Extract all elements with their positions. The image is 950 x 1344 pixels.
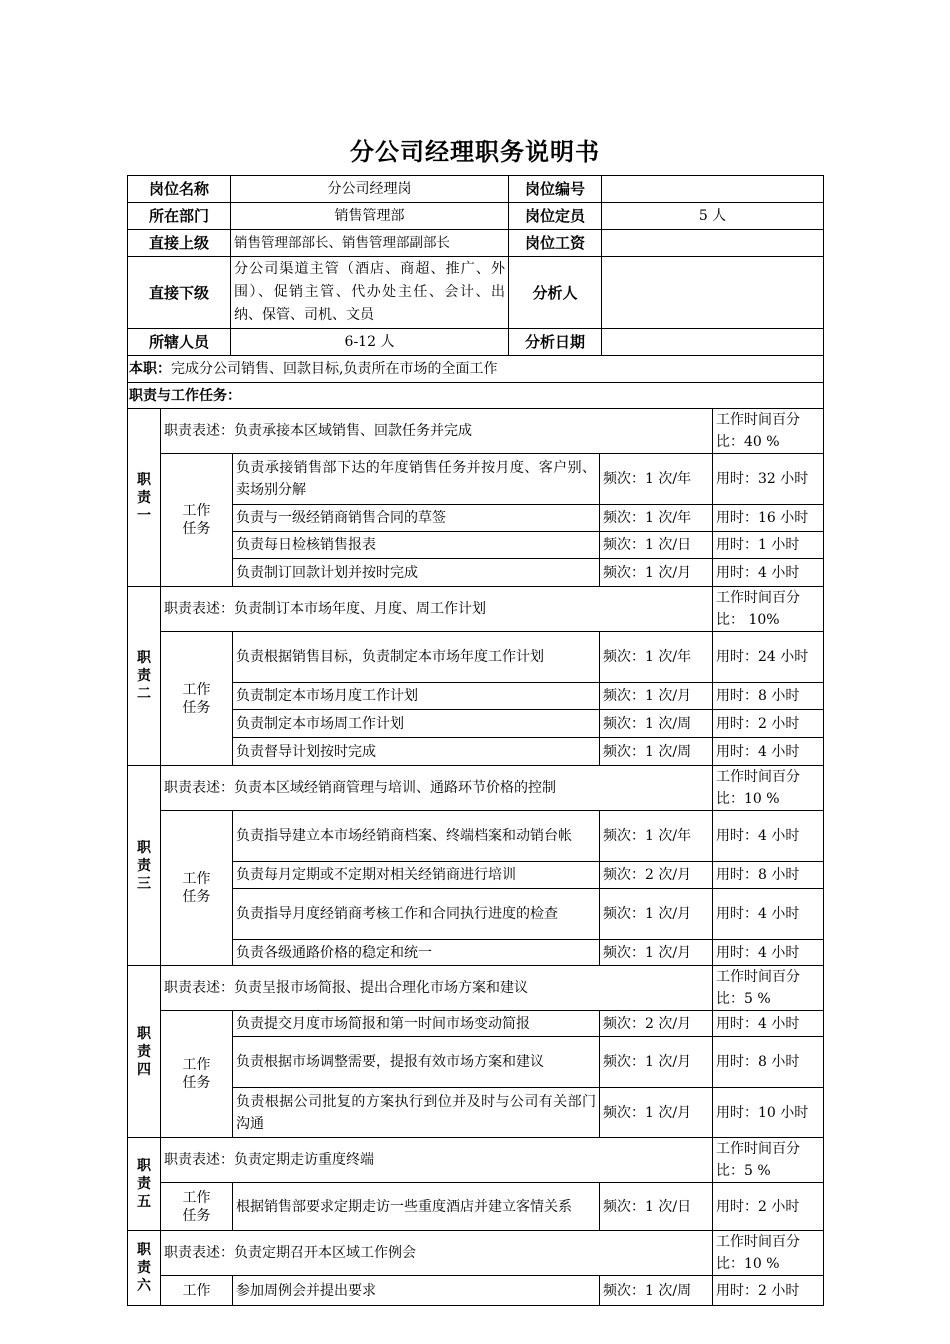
work-task-label — [161, 1011, 233, 1138]
duty-title-char: 一 — [137, 507, 151, 524]
task-text: 负责根据公司批复的方案执行到位并及时与公司有关部门沟通 — [233, 1088, 600, 1138]
work-task-label — [161, 632, 233, 766]
task-frequency: 频次：2 次/月 — [600, 862, 713, 889]
task-hours: 用时：4 小时 — [713, 940, 824, 966]
duty-title-char: 职 — [137, 650, 151, 666]
task-text: 负责指导月度经销商考核工作和合同执行进度的检查 — [233, 889, 600, 940]
task-text: 根据销售部要求定期走访一些重度酒店并建立客情关系 — [233, 1183, 600, 1231]
duty-title-char: 六 — [137, 1278, 151, 1294]
core-duty-label: 本职： — [129, 361, 171, 377]
duty-time-percent: 工作时间百分比：10 % — [713, 766, 824, 811]
post-name-label: 岗位名称 — [128, 176, 231, 203]
work-label: 工作 — [182, 681, 211, 698]
task-frequency: 频次：1 次/年 — [600, 505, 713, 532]
task-frequency: 频次：1 次/年 — [600, 632, 713, 683]
duty-description: 职责表述：负责本区域经销商管理与培训、通路环节价格的控制 — [161, 766, 713, 811]
duties-table — [127, 382, 824, 1306]
section-title: 职责与工作任务： — [129, 387, 241, 404]
subordinate-label: 直接下级 — [128, 257, 231, 329]
task-hours: 用时：4 小时 — [713, 1011, 824, 1037]
task-hours: 用时：1 小时 — [713, 532, 824, 559]
task-frequency: 频次：1 次/月 — [600, 559, 713, 587]
task-hours: 用时：4 小时 — [713, 889, 824, 940]
duty-title-char: 责 — [137, 1260, 151, 1276]
task-label: 任务 — [182, 521, 211, 537]
task-text: 负责根据市场调整需要，提报有效市场方案和建议 — [233, 1037, 600, 1088]
duty-title-char: 责 — [137, 857, 151, 874]
work-label: 工作 — [182, 503, 211, 519]
task-frequency: 频次：1 次/月 — [600, 683, 713, 710]
work-task-label — [161, 811, 233, 966]
duty-title-char: 三 — [137, 875, 151, 892]
task-text: 负责制定本市场周工作计划 — [233, 710, 600, 738]
duty-time-percent: 工作时间百分比：40 % — [713, 409, 824, 454]
analyst-value — [602, 257, 824, 329]
task-hours: 用时：8 小时 — [713, 1037, 824, 1088]
duty-title-char: 职 — [137, 1158, 151, 1174]
section-title-row — [128, 383, 824, 409]
date-value — [602, 329, 824, 356]
duty-title-char: 责 — [137, 668, 151, 684]
duty-title-char: 四 — [137, 1061, 151, 1078]
staff-label: 所辖人员 — [128, 329, 231, 356]
task-frequency: 频次：1 次/月 — [600, 940, 713, 966]
duty-description: 职责表述：负责定期走访重度终端 — [161, 1138, 713, 1183]
dept-label: 所在部门 — [128, 203, 231, 230]
task-hours: 用时：16 小时 — [713, 505, 824, 532]
duty-description: 职责表述：负责呈报市场简报、提出合理化市场方案和建议 — [161, 966, 713, 1011]
duty-title-char: 责 — [137, 1176, 151, 1192]
work-task-label — [161, 1183, 233, 1231]
task-label: 任务 — [182, 699, 211, 716]
task-hours: 用时：10 小时 — [713, 1088, 824, 1138]
task-label: 任务 — [182, 889, 211, 905]
duty-title — [128, 409, 161, 587]
work-label: 工作 — [182, 1189, 211, 1206]
duty-time-percent: 工作时间百分比：5 % — [713, 1138, 824, 1183]
task-frequency: 频次：1 次/周 — [600, 738, 713, 766]
duty-title-char: 职 — [137, 1025, 151, 1042]
task-text: 负责每月定期或不定期对相关经销商进行培训 — [233, 862, 600, 889]
subordinate-value: 分公司渠道主管（酒店、商超、推广、外围）、促销主管、代办处主任、会计、出纳、保管、司机、文员 — [231, 257, 509, 329]
dept-value: 销售管理部 — [231, 203, 509, 230]
task-hours: 用时：8 小时 — [713, 862, 824, 889]
duty-time-percent: 工作时间百分比： 10% — [713, 587, 824, 632]
duty-title-char: 五 — [137, 1194, 151, 1210]
duty-description: 职责表述：负责制订本市场年度、月度、周工作计划 — [161, 587, 713, 632]
task-hours: 用时：32 小时 — [713, 454, 824, 505]
task-hours: 用时：24 小时 — [713, 632, 824, 683]
task-hours: 用时：2 小时 — [713, 710, 824, 738]
task-frequency: 频次：1 次/周 — [600, 710, 713, 738]
task-text: 负责与一级经销商销售合同的草签 — [233, 505, 600, 532]
duty-title — [128, 1231, 161, 1306]
work-label: 工作 — [182, 1282, 211, 1299]
date-label: 分析日期 — [509, 329, 602, 356]
task-frequency: 频次：1 次/日 — [600, 1183, 713, 1231]
work-task-label — [161, 454, 233, 587]
task-label: 任务 — [182, 1207, 211, 1224]
duty-description: 职责表述：负责承接本区域销售、回款任务并完成 — [161, 409, 713, 454]
task-hours: 用时：2 小时 — [713, 1276, 824, 1306]
task-text: 负责每日检核销售报表 — [233, 532, 600, 559]
task-frequency: 频次：1 次/周 — [600, 1276, 713, 1306]
post-name-value: 分公司经理岗 — [231, 176, 509, 203]
task-text: 负责指导建立本市场经销商档案、终端档案和动销台帐 — [233, 811, 600, 862]
analyst-label: 分析人 — [509, 257, 602, 329]
work-label: 工作 — [182, 871, 211, 887]
superior-value: 销售管理部部长、销售管理部副部长 — [231, 230, 509, 257]
post-no-label: 岗位编号 — [509, 176, 602, 203]
duty-title-char: 职 — [137, 839, 151, 856]
task-text: 负责制定本市场月度工作计划 — [233, 683, 600, 710]
duty-time-percent: 工作时间百分比：10 % — [713, 1231, 824, 1276]
task-text: 负责提交月度市场简报和第一时间市场变动简报 — [233, 1011, 600, 1037]
work-label: 工作 — [182, 1057, 211, 1073]
task-label: 任务 — [182, 1075, 211, 1091]
duty-title-char: 职 — [137, 1242, 151, 1258]
work-task-label — [161, 1276, 233, 1306]
core-duty-text: 完成分公司销售、回款目标,负责所在市场的全面工作 — [171, 361, 498, 377]
duty-title-char: 责 — [137, 489, 151, 506]
task-frequency: 频次：2 次/月 — [600, 1011, 713, 1037]
quota-value: 5 人 — [602, 203, 824, 230]
salary-label: 岗位工资 — [509, 230, 602, 257]
header-table — [127, 175, 824, 383]
task-text: 负责各级通路价格的稳定和统一 — [233, 940, 600, 966]
task-hours: 用时：8 小时 — [713, 683, 824, 710]
task-frequency: 频次：1 次/年 — [600, 454, 713, 505]
task-hours: 用时：4 小时 — [713, 811, 824, 862]
duty-title — [128, 966, 161, 1138]
task-text: 负责制订回款计划并按时完成 — [233, 559, 600, 587]
task-frequency: 频次：1 次/日 — [600, 532, 713, 559]
staff-value: 6-12 人 — [231, 329, 509, 356]
task-frequency: 频次：1 次/年 — [600, 811, 713, 862]
duty-time-percent: 工作时间百分比：5 % — [713, 966, 824, 1011]
duty-title — [128, 587, 161, 766]
task-frequency: 频次：1 次/月 — [600, 1037, 713, 1088]
task-text: 负责根据销售目标，负责制定本市场年度工作计划 — [233, 632, 600, 683]
task-frequency: 频次：1 次/月 — [600, 1088, 713, 1138]
quota-label: 岗位定员 — [509, 203, 602, 230]
task-frequency: 频次：1 次/月 — [600, 889, 713, 940]
task-hours: 用时：4 小时 — [713, 559, 824, 587]
task-hours: 用时：4 小时 — [713, 738, 824, 766]
core-duty-row — [128, 356, 824, 383]
task-text: 参加周例会并提出要求 — [233, 1276, 600, 1306]
duty-title — [128, 766, 161, 966]
salary-value — [602, 230, 824, 257]
task-hours: 用时：2 小时 — [713, 1183, 824, 1231]
page-title: 分公司经理职务说明书 — [350, 138, 600, 166]
duty-title — [128, 1138, 161, 1231]
duty-title-char: 职 — [137, 471, 151, 488]
duty-title-char: 二 — [137, 686, 151, 702]
superior-label: 直接上级 — [128, 230, 231, 257]
task-text: 负责督导计划按时完成 — [233, 738, 600, 766]
post-no-value — [602, 176, 824, 203]
duty-description: 职责表述：负责定期召开本区域工作例会 — [161, 1231, 713, 1276]
task-text: 负责承接销售部下达的年度销售任务并按月度、客户别、卖场别分解 — [233, 454, 600, 505]
duty-title-char: 责 — [137, 1043, 151, 1060]
